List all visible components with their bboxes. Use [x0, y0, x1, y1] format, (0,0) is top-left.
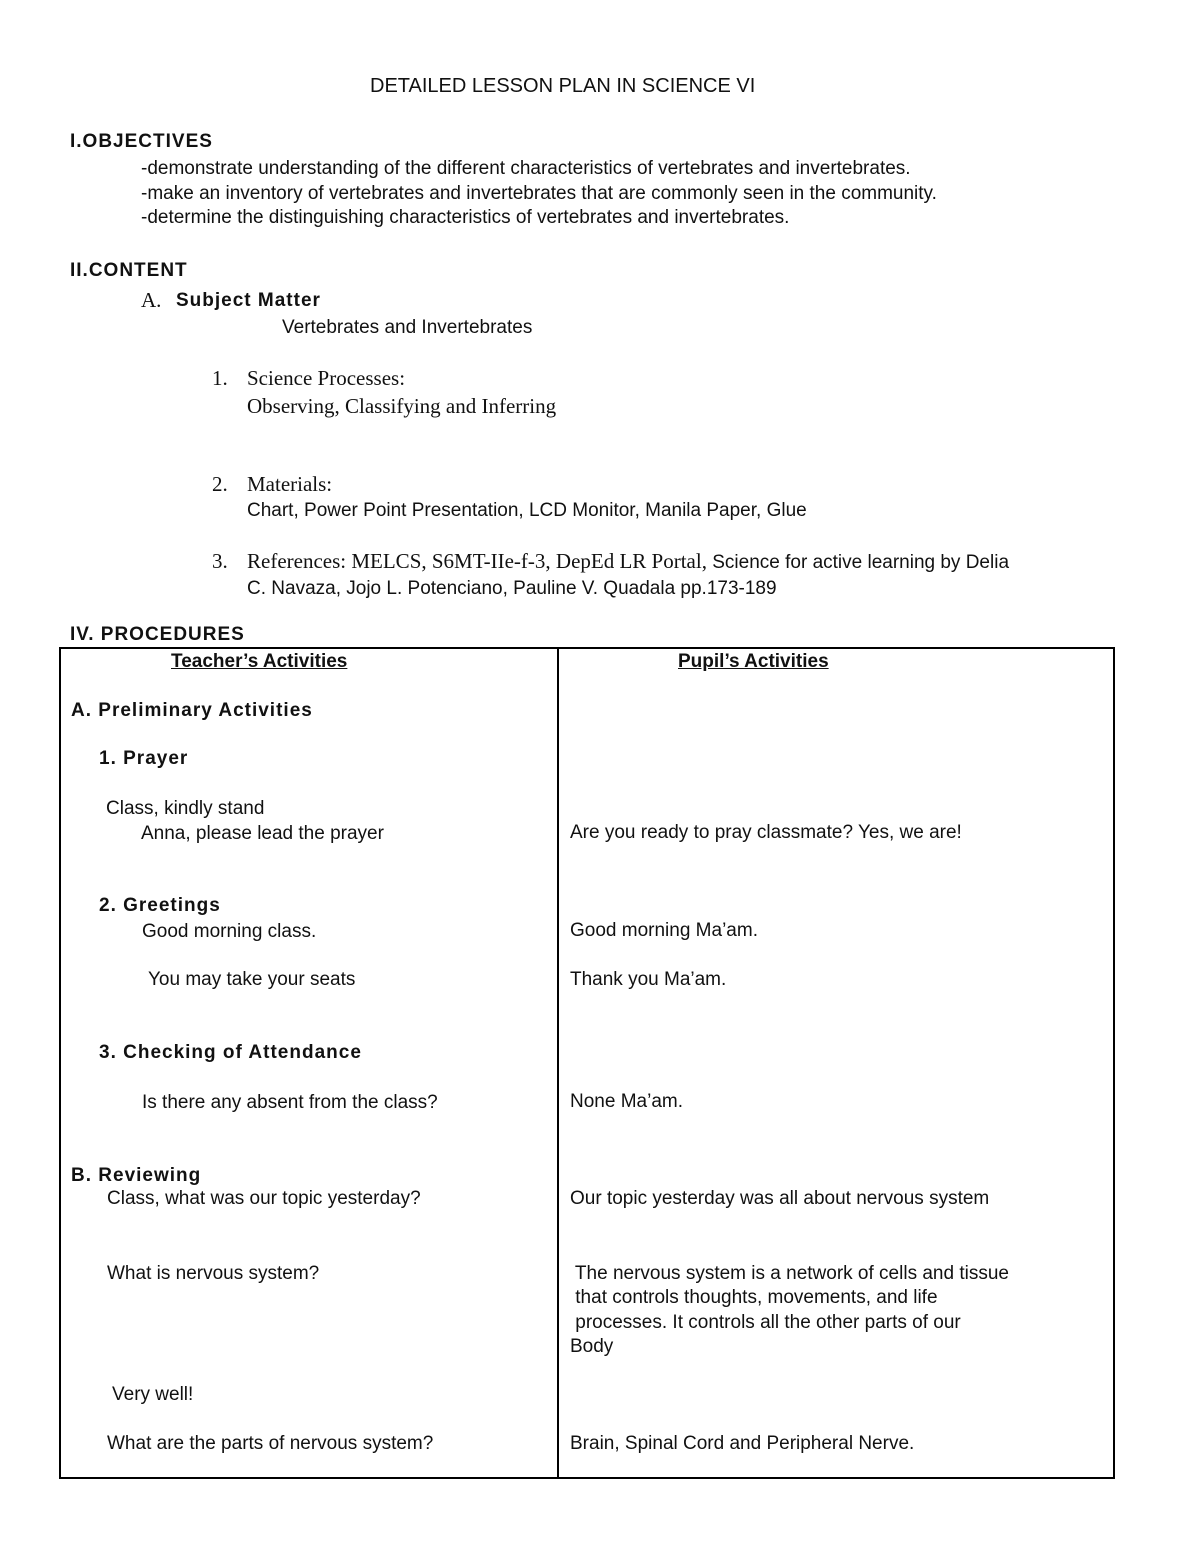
- teacher-line: Very well!: [112, 1384, 194, 1405]
- greetings-heading: 2. Greetings: [99, 895, 221, 916]
- pupil-line: Our topic yesterday was all about nervous system: [570, 1188, 990, 1209]
- pupil-line: Brain, Spinal Cord and Peripheral Nerve.: [570, 1433, 915, 1454]
- references-rest: Science for active learning by Delia: [706, 552, 1010, 573]
- procedures-heading: IV. PROCEDURES: [70, 624, 245, 645]
- materials-value: Chart, Power Point Presentation, LCD Monitor, Manila Paper, Glue: [247, 500, 807, 521]
- list-number: 2.: [212, 472, 228, 496]
- references-label: References: MELCS, S6MT-IIe-f-3, DepEd LR Portal,: [247, 549, 707, 573]
- teacher-line: Good morning class.: [142, 921, 317, 942]
- content-heading: II.CONTENT: [70, 260, 188, 281]
- pupil-line: processes. It controls all the other parts of our: [570, 1312, 961, 1333]
- teacher-line: Anna, please lead the prayer: [141, 823, 384, 844]
- preliminary-heading: A. Preliminary Activities: [71, 700, 313, 721]
- pupil-line: Body: [570, 1336, 614, 1357]
- subject-heading: Subject Matter: [176, 290, 321, 311]
- objective-item: -determine the distinguishing characteristics of vertebrates and invertebrates.: [141, 207, 790, 228]
- materials-label: Materials:: [247, 472, 333, 496]
- subject-value: Vertebrates and Invertebrates: [282, 317, 533, 338]
- teacher-line: Is there any absent from the class?: [142, 1092, 438, 1113]
- teacher-line: Class, what was our topic yesterday?: [107, 1188, 421, 1209]
- prayer-heading: 1. Prayer: [99, 748, 189, 769]
- science-processes-label: Science Processes:: [247, 366, 406, 390]
- subject-letter: A.: [141, 288, 162, 312]
- teacher-line: Class, kindly stand: [106, 798, 265, 819]
- pupil-line: The nervous system is a network of cells and tissue: [570, 1263, 1009, 1284]
- list-number: 1.: [212, 366, 228, 390]
- pupil-line: Good morning Ma’am.: [570, 920, 758, 941]
- science-processes-value: Observing, Classifying and Inferring: [247, 394, 557, 418]
- objective-item: -demonstrate understanding of the different characteristics of vertebrates and invertebrates.: [141, 158, 911, 179]
- pupil-line: that controls thoughts, movements, and life: [570, 1287, 938, 1308]
- teacher-line: What is nervous system?: [107, 1263, 320, 1284]
- pupil-line: Are you ready to pray classmate? Yes, we are!: [570, 822, 962, 843]
- list-number: 3.: [212, 549, 228, 573]
- objective-item: -make an inventory of vertebrates and invertebrates that are commonly seen in the community.: [141, 183, 937, 204]
- reviewing-heading: B. Reviewing: [71, 1165, 202, 1186]
- pupil-line: Thank you Ma’am.: [570, 969, 727, 990]
- references-line: [247, 551, 1009, 572]
- teacher-line: You may take your seats: [148, 969, 356, 990]
- pupil-column-header: Pupil’s Activities: [678, 651, 829, 672]
- references-continued: C. Navaza, Jojo L. Potenciano, Pauline V. Quadala pp.173-189: [247, 578, 777, 599]
- teacher-line: What are the parts of nervous system?: [107, 1433, 434, 1454]
- pupil-line: None Ma’am.: [570, 1091, 683, 1112]
- page-title: DETAILED LESSON PLAN IN SCIENCE VI: [370, 75, 756, 97]
- attendance-heading: 3. Checking of Attendance: [99, 1042, 362, 1063]
- objectives-heading: I.OBJECTIVES: [70, 131, 213, 152]
- column-divider: [557, 647, 559, 1479]
- teacher-column-header: Teacher’s Activities: [171, 651, 348, 672]
